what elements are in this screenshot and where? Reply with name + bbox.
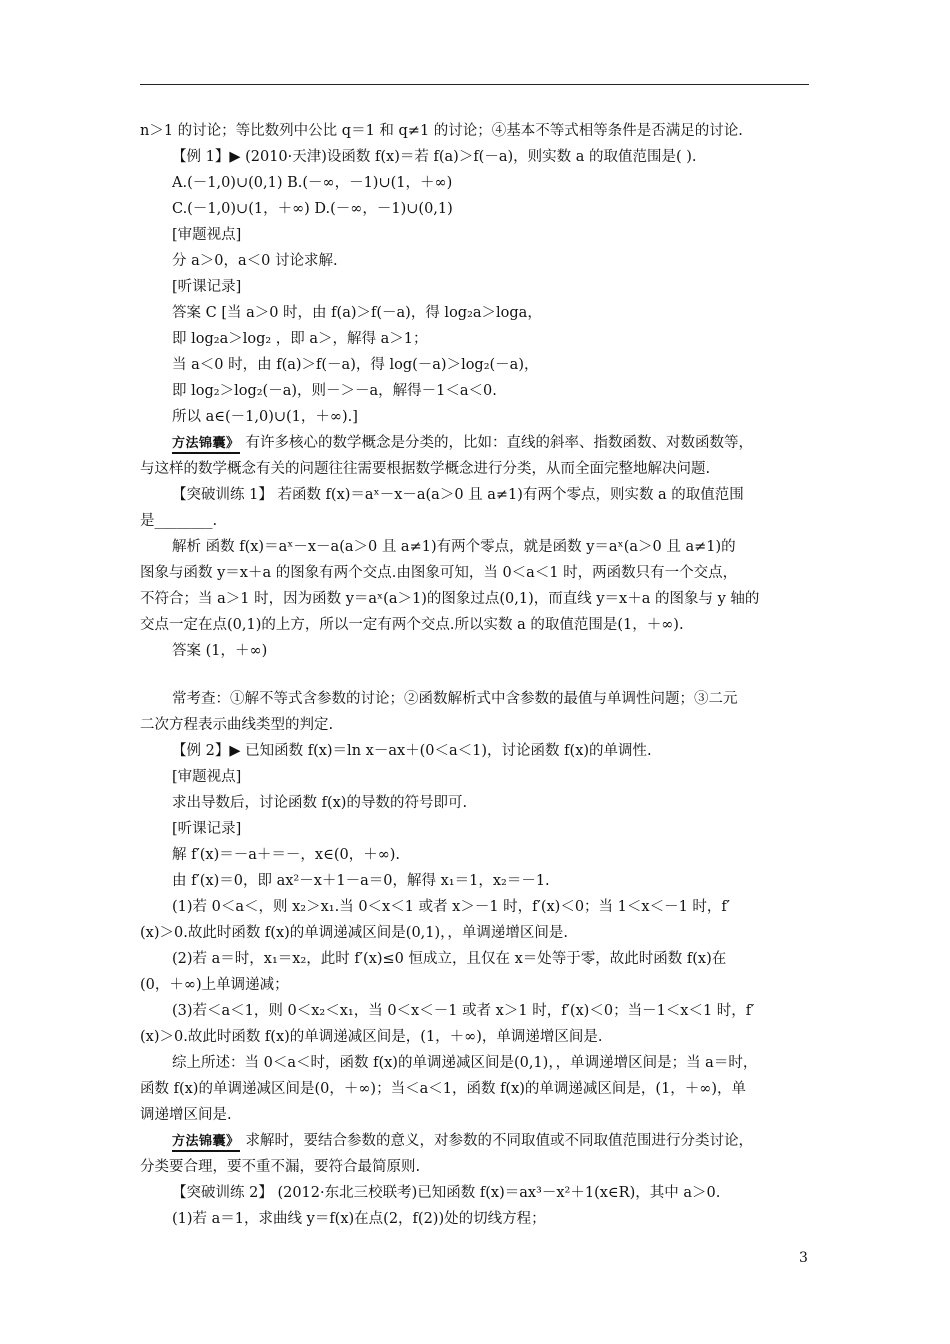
line-text: 分类要合理，要不重不漏，要符合最简原则. [140,1159,421,1175]
text-line [140,1128,812,1154]
text-line [140,1102,812,1128]
line-text: n＞1 的讨论；等比数列中公比 q＝1 和 q≠1 的讨论；④基本不等式相等条件是否满足的讨论. [140,123,743,139]
line-text: 函数 f(x)的单调递减区间是(0，＋∞)；当＜a＜1，函数 f(x)的单调递减区间是，(1，＋∞)，单 [140,1081,747,1097]
text-line [140,894,812,920]
line-text: 由 f′(x)＝0，即 ax²－x＋1－a＝0，解得 x₁＝1，x₂＝－1. [172,873,550,889]
text-line [140,274,812,300]
method-badge: 方法锦囊》 [172,1134,240,1152]
line-text: 交点一定在点(0,1)的上方，所以一定有两个交点.所以实数 a 的取值范围是(1，＋∞). [140,617,684,633]
text-line [140,998,812,1024]
page-body [140,118,812,1232]
line-text: [审题视点] [172,769,242,785]
line-text: 【例 2】▶ 已知函数 f(x)＝ln x－ax＋(0＜a＜1)，讨论函数 f(x)的单调性. [172,743,652,759]
line-text: A.(－1,0)∪(0,1) B.(－∞，－1)∪(1，＋∞) [172,175,453,191]
text-line [140,1154,812,1180]
text-line [140,816,812,842]
text-line [140,972,812,998]
line-text: 【例 1】▶ (2010·天津)设函数 f(x)＝若 f(a)＞f(－a)，则实数 a 的取值范围是( ). [172,149,697,165]
line-text: 【突破训练 1】 若函数 f(x)＝aˣ－x－a(a＞0 且 a≠1)有两个零点，则实数 a 的取值范围 [172,487,744,503]
line-text: 求出导数后，讨论函数 f(x)的导数的符号即可. [172,795,468,811]
text-line [140,248,812,274]
text-line [140,196,812,222]
line-text: 不符合；当 a＞1 时，因为函数 y＝aˣ(a＞1)的图象过点(0,1)，而直线 y＝x＋a 的图象与 y 轴的 [140,591,760,607]
line-text: 是________. [140,513,218,529]
line-text: 答案 C [当 a＞0 时，由 f(a)＞f(－a)，得 log₂a＞loga， [172,305,542,321]
section-gap [140,664,812,686]
line-text: 解析 函数 f(x)＝aˣ－x－a(a＞0 且 a≠1)有两个零点，就是函数 y＝aˣ(a＞0 且 a≠1)的 [172,539,736,555]
line-text: (1)若 0＜a＜，则 x₂＞x₁.当 0＜x＜1 或者 x＞－1 时，f′(x)＜0；当 1＜x＜－1 时，f′ [172,899,731,915]
text-line [140,842,812,868]
text-line [140,456,812,482]
text-line [140,560,812,586]
line-text: 有许多核心的数学概念是分类的，比如：直线的斜率、指数函数、对数函数等， [245,435,754,451]
text-line [140,222,812,248]
line-text: 二次方程表示曲线类型的判定. [140,717,334,733]
line-text: 所以 a∈(－1,0)∪(1，＋∞).] [172,409,358,425]
text-line [140,326,812,352]
header-rule [140,84,809,85]
text-line [140,712,812,738]
line-text: (x)＞0.故此时函数 f(x)的单调递减区间是(0,1)，，单调递增区间是. [140,925,569,941]
page-number: 3 [799,1250,808,1266]
line-text: 答案 (1，＋∞) [172,643,268,659]
text-line [140,1076,812,1102]
text-line [140,170,812,196]
text-line [140,1024,812,1050]
text-line [140,404,812,430]
text-line [140,378,812,404]
line-text: 【突破训练 2】 (2012·东北三校联考)已知函数 f(x)＝ax³－x²＋1(x∈R)，其中 a＞0. [172,1185,721,1201]
text-line [140,738,812,764]
line-text: [听课记录] [172,821,242,837]
text-line [140,144,812,170]
text-line [140,946,812,972]
text-line [140,508,812,534]
text-line [140,352,812,378]
text-line [140,534,812,560]
line-text: 分 a＞0，a＜0 讨论求解. [172,253,338,269]
text-line [140,790,812,816]
text-line [140,118,812,144]
text-line [140,638,812,664]
line-text: [听课记录] [172,279,242,295]
line-text: 求解时，要结合参数的意义，对参数的不同取值或不同取值范围进行分类讨论， [245,1133,754,1149]
line-text: (0，＋∞)上单调递减； [140,977,289,993]
text-line [140,868,812,894]
text-line [140,300,812,326]
line-text: [审题视点] [172,227,242,243]
text-line [140,586,812,612]
line-text: (2)若 a＝时，x₁＝x₂，此时 f′(x)≤0 恒成立，且仅在 x＝处等于零，故此时函数 f(x)在 [172,951,727,967]
method-badge: 方法锦囊》 [172,436,240,454]
line-text: 即 log₂a＞log₂ ，即 a＞，解得 a＞1； [172,331,428,347]
line-text: 即 log₂＞log₂(－a)，则－＞－a，解得－1＜a＜0. [172,383,497,399]
text-line [140,430,812,456]
text-line [140,1180,812,1206]
line-text: (1)若 a＝1，求曲线 y＝f(x)在点(2，f(2))处的切线方程； [172,1211,546,1227]
text-line [140,612,812,638]
text-line [140,482,812,508]
line-text: 常考查：①解不等式含参数的讨论；②函数解析式中含参数的最值与单调性问题；③二元 [172,691,738,707]
line-text: (3)若＜a＜1，则 0＜x₂＜x₁，当 0＜x＜－1 或者 x＞1 时，f′(x)＜0；当－1＜x＜1 时，f′ [172,1003,755,1019]
line-text: 综上所述：当 0＜a＜时，函数 f(x)的单调递减区间是(0,1)，，单调递增区间是；当 a＝时， [172,1055,758,1071]
line-text: 与这样的数学概念有关的问题往往需要根据数学概念进行分类，从而全面完整地解决问题. [140,461,711,477]
line-text: (x)＞0.故此时函数 f(x)的单调递减区间是，(1，＋∞)，单调递增区间是. [140,1029,603,1045]
line-text: 解 f′(x)＝－a＋＝－，x∈(0，＋∞). [172,847,401,863]
text-line [140,764,812,790]
text-line [140,920,812,946]
line-text: 图象与函数 y＝x＋a 的图象有两个交点.由图象可知，当 0＜a＜1 时，两函数只有一个交点， [140,565,738,581]
line-text: C.(－1,0)∪(1，＋∞) D.(－∞，－1)∪(0,1) [172,201,453,217]
text-line [140,686,812,712]
line-text: 当 a＜0 时，由 f(a)＞f(－a)，得 log(－a)＞log₂(－a)， [172,357,539,373]
line-text: 调递增区间是. [140,1107,232,1123]
text-line [140,1050,812,1076]
text-line [140,1206,812,1232]
